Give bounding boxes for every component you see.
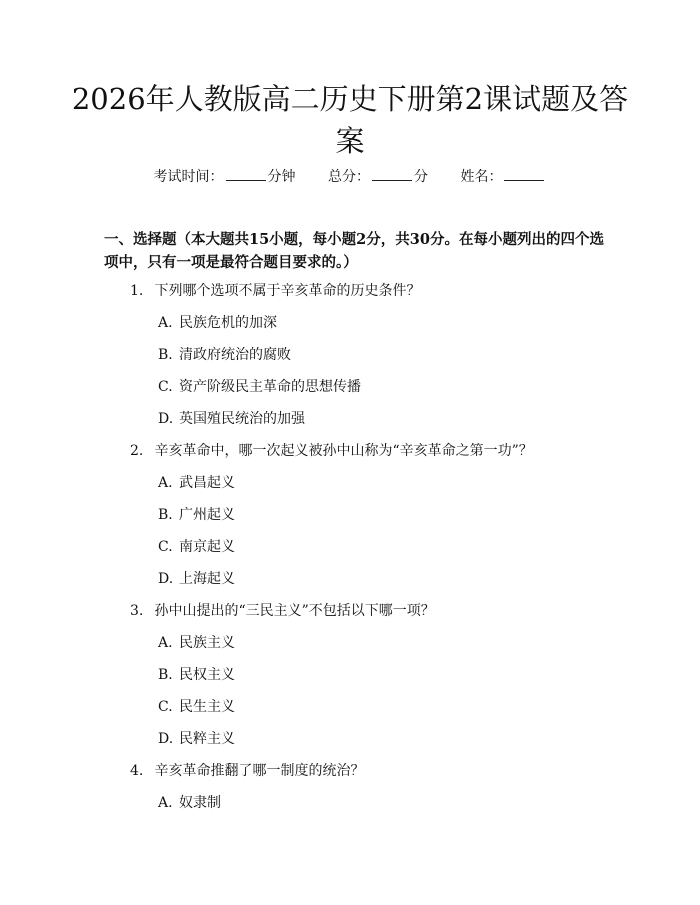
option-4a [158,793,221,813]
option-text: 南京起义 [179,539,235,555]
option-letter: A. [158,635,173,651]
option-text: 清政府统治的腐败 [179,347,291,363]
question-text: 下列哪个选项不属于辛亥革命的历史条件？ [154,283,421,299]
total-score-blank [372,166,412,181]
option-3d [158,729,235,749]
exam-time-label: 考试时间： [153,169,224,185]
total-score-unit: 分 [414,169,428,185]
name-label: 姓名： [460,169,503,185]
question-text: 辛亥革命中，哪一次起义被孙中山称为“辛亥革命之第一功”？ [154,443,533,459]
question-3 [130,601,435,621]
option-letter: A. [158,795,173,811]
option-text: 民族危机的加深 [179,315,277,331]
option-1b [158,345,291,365]
question-number: 2. [130,443,144,459]
option-letter: B. [158,667,173,683]
question-number: 1. [130,283,144,299]
option-2c [158,537,235,557]
section-heading: 一、选择题（本大题共15小题，每小题2分，共30分。在每小题列出的四个选项中，只有一项是最符合题目要求的。） [104,231,604,271]
option-letter: C. [158,699,173,715]
option-text: 上海起义 [179,571,235,587]
option-text: 资产阶级民主革命的思想传播 [179,379,361,395]
option-letter: C. [158,539,173,555]
total-score-label: 总分： [328,169,370,185]
option-3c [158,697,235,717]
option-text: 英国殖民统治的加强 [179,411,305,427]
exam-time-blank [226,166,266,181]
option-letter: B. [158,347,173,363]
option-letter: C. [158,379,173,395]
total-score-field [328,166,428,187]
question-number: 3. [130,603,144,619]
name-blank [504,166,544,181]
exam-time-field [154,166,296,187]
page-title: 2026年人教版高二历史下册第2课试题及答案 [71,82,629,158]
option-1a [158,313,277,333]
option-1c [158,377,361,397]
question-4 [130,761,364,781]
option-text: 民生主义 [179,699,235,715]
option-text: 广州起义 [179,507,235,523]
option-2b [158,505,235,525]
option-text: 武昌起义 [179,475,235,491]
exam-time-unit: 分钟 [267,169,296,185]
option-letter: D. [158,411,174,427]
option-3a [158,633,235,653]
exam-info-row [0,166,700,187]
option-letter: A. [158,315,173,331]
question-number: 4. [130,763,144,779]
question-text: 孙中山提出的“三民主义”不包括以下哪一项？ [154,603,435,619]
option-text: 奴隶制 [179,795,221,811]
option-2d [158,569,235,589]
name-field [460,166,546,187]
option-letter: D. [158,571,174,587]
option-2a [158,473,235,493]
option-1d [158,409,305,429]
option-text: 民粹主义 [179,731,235,747]
option-letter: A. [158,475,173,491]
question-2 [130,441,533,461]
option-text: 民权主义 [179,667,235,683]
question-text: 辛亥革命推翻了哪一制度的统治？ [154,763,365,779]
option-3b [158,665,235,685]
question-1 [130,281,420,301]
option-text: 民族主义 [179,635,235,651]
option-letter: B. [158,507,173,523]
option-letter: D. [158,731,174,747]
